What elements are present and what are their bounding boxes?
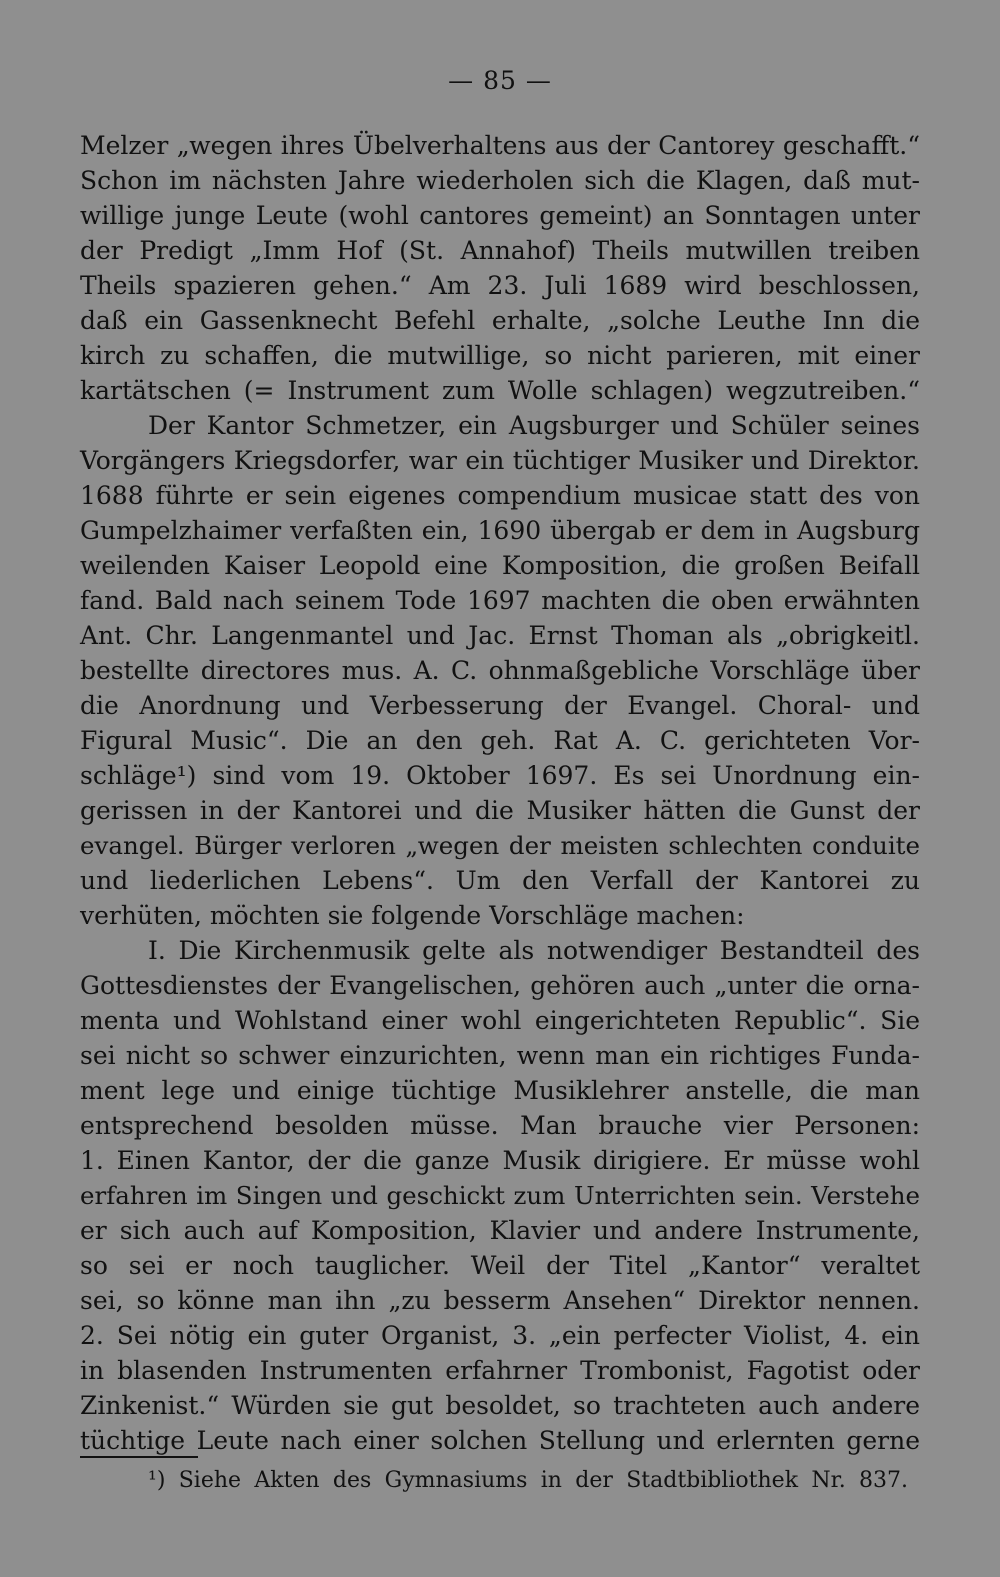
text-line: I. Die Kirchenmusik gelte als notwendiger Bestandteil des (148, 936, 920, 965)
text-line: evangel. Bürger verloren „wegen der meisten schlechten conduite (80, 831, 920, 860)
text-line: menta und Wohlstand einer wohl eingerichteten Republic“. Sie (80, 1006, 920, 1035)
body-text (80, 128, 920, 1458)
text-line: Figural Music“. Die an den geh. Rat A. C. gerichteten Vor- (80, 726, 920, 755)
text-line: der Predigt „Imm Hof (St. Annahof) Theils mutwillen treiben (80, 236, 920, 265)
text-line: willige junge Leute (wohl cantores gemeint) an Sonntagen unter (80, 201, 920, 230)
text-line: Theils spazieren gehen.“ Am 23. Juli 1689 wird beschlossen, (80, 271, 920, 300)
text-line: kirch zu schaffen, die mutwillige, so nicht parieren, mit einer (80, 341, 920, 370)
text-line: 2. Sei nötig ein guter Organist, 3. „ein perfecter Violist, 4. ein (80, 1321, 920, 1350)
text-line: und liederlichen Lebens“. Um den Verfall der Kantorei zu (80, 866, 920, 895)
text-line: fand. Bald nach seinem Tode 1697 machten die oben erwähnten (80, 586, 920, 615)
text-line: erfahren im Singen und geschickt zum Unterrichten sein. Verstehe (80, 1181, 920, 1210)
text-line: sei, so könne man ihn „zu besserm Ansehen“ Direktor nennen. (80, 1286, 920, 1315)
text-line: entsprechend besolden müsse. Man brauche vier Personen: (80, 1111, 920, 1140)
text-line: ment lege und einige tüchtige Musiklehrer anstelle, die man (80, 1076, 920, 1105)
text-line: Ant. Chr. Langenmantel und Jac. Ernst Thoman als „obrigkeitl. (80, 621, 920, 650)
footnote-divider (80, 1456, 198, 1458)
text-line: sei nicht so schwer einzurichten, wenn man ein richtiges Funda- (80, 1041, 920, 1070)
text-line: Gumpelzhaimer verfaßten ein, 1690 übergab er dem in Augsburg (80, 516, 920, 545)
text-line: Gottesdienstes der Evangelischen, gehören auch „unter die orna- (80, 971, 920, 1000)
footnote: ¹) Siehe Akten des Gymnasiums in der Stadtbibliothek Nr. 837. (148, 1468, 908, 1493)
text-line: die Anordnung und Verbesserung der Evangel. Choral- und (80, 691, 920, 720)
text-line: Der Kantor Schmetzer, ein Augsburger und Schüler seines (148, 411, 920, 440)
text-line: tüchtige Leute nach einer solchen Stellung und erlernten gerne (80, 1426, 920, 1455)
text-line: gerissen in der Kantorei und die Musiker hätten die Gunst der (80, 796, 920, 825)
text-line: in blasenden Instrumenten erfahrner Trombonist, Fagotist oder (80, 1356, 920, 1385)
text-line: bestellte directores mus. A. C. ohnmaßgebliche Vorschläge über (80, 656, 920, 685)
text-line: Schon im nächsten Jahre wiederholen sich die Klagen, daß mut- (80, 166, 920, 195)
text-line: Zinkenist.“ Würden sie gut besoldet, so trachteten auch andere (80, 1391, 920, 1420)
text-line: so sei er noch tauglicher. Weil der Titel „Kantor“ veraltet (80, 1251, 920, 1280)
text-line: Vorgängers Kriegsdorfer, war ein tüchtiger Musiker und Direktor. (80, 446, 920, 475)
text-line: er sich auch auf Komposition, Klavier und andere Instrumente, (80, 1216, 920, 1245)
text-line: daß ein Gassenknecht Befehl erhalte, „solche Leuthe Inn die (80, 306, 920, 335)
page-number: — 85 — (448, 66, 552, 95)
text-line: verhüten, möchten sie folgende Vorschläge machen: (80, 901, 745, 930)
text-line: 1688 führte er sein eigenes compendium musicae statt des von (80, 481, 920, 510)
text-line: weilenden Kaiser Leopold eine Komposition, die großen Beifall (80, 551, 920, 580)
text-line: 1. Einen Kantor, der die ganze Musik dirigiere. Er müsse wohl (80, 1146, 920, 1175)
text-line: schläge¹) sind vom 19. Oktober 1697. Es sei Unordnung ein- (80, 761, 920, 790)
text-line: kartätschen (= Instrument zum Wolle schlagen) wegzutreiben.“ (80, 376, 920, 405)
text-line: Melzer „wegen ihres Übelverhaltens aus der Cantorey geschafft.“ (80, 131, 920, 160)
